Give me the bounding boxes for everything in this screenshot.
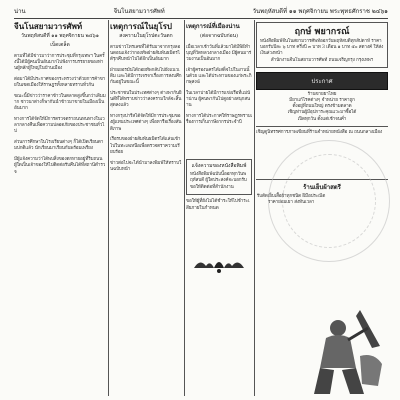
column-divider [184, 20, 185, 396]
issue-date: วันพฤหัสบดีที่ ๑๑ พฤศจิกายน พระพุทธศักราช ๒๔๖๑ [252, 8, 388, 15]
eagle-ornament-icon [188, 256, 250, 276]
column-title: จีนโนสยามวารศัพท์ [14, 21, 83, 31]
watermark-ring-icon [282, 154, 376, 248]
article-paragraph: ต่อมาได้มีประกาศของกระทรวงว่าด้วยการค้าขายในเขตเมืองให้ราษฎรทั้งหลายทราบทั่วกัน [14, 76, 106, 88]
article-paragraph: ประชาชนในประเทศต่างๆ ต่างพากันยินดีที่ได้ทราบข่าวว่าสงครามใกล้จะสิ้นสุดลงแล้ว [110, 91, 182, 109]
article-paragraph: ขณะนี้มีข่าวว่าราคาข้าวในตลาดสูงขึ้นกว่าเดิมมาก ชาวนาต่างก็พากันนำข้าวมาขายในเมืองเป็นอันมาก [14, 93, 106, 112]
ad-line: มียาแก้โรคต่างๆ จำหน่าย ราคาถูก [289, 98, 355, 104]
column-subtitle: สงครามในยุโรปตะวันตก [119, 33, 173, 39]
column-1 [14, 20, 106, 396]
ad-line: เปิดทุกวัน ตั้งแต่เช้าจนค่ำ [297, 116, 347, 122]
article-paragraph: ขอให้ผู้ที่ยังไม่ได้ชำระให้ไปชำระเสียภายในกำหนด [186, 199, 250, 211]
column-divider [254, 20, 255, 396]
ornament-spacer [186, 131, 252, 157]
article-paragraph: ทางการได้จัดให้มีการตรวจตราถนนหนทางในเวลากลางคืนเพื่อความปลอดภัยของประชาชนทั่วไป [14, 117, 105, 135]
ad-line: ตั้งอยู่ที่ถนนใหญ่ ตรงข้ามตลาด [292, 104, 352, 110]
column-title: เหตุการณ์ที่เมืองน่าน [186, 23, 240, 30]
column-subtitle: วันพฤหัสบดีที่ ๑๑ พฤศจิกายน ๒๔๖๑ [21, 33, 99, 39]
box-text: หนังสือพิมพ์จีนโนสยามวารศัพท์ออกวันพฤหัสบดีทุกสัปดาห์ ราคาบอกรับปีละ ๖ บาท ครึ่งปี ๓ บาท 3 เดือน ๑ บาท ๕๐ สตางค์ ให้ส่งเงินล่วงหน้า [260, 39, 384, 57]
article-paragraph: เมื่อเวลาเช้าวันที่แล้วมาได้มีพิธีทำบุญที่วัดหลวงกลางเมือง มีผู้คนมาร่วมงานเป็นอันมาก [186, 44, 252, 62]
subscription-box [256, 22, 388, 68]
article-paragraph: ส่วนการศึกษาในโรงเรียนต่างๆ ก็ได้เปิดเรียนตามปกติแล้ว นักเรียนมาเรียนกันพร้อมเพรียง [14, 140, 104, 152]
article-paragraph: เรือรบของฝ่ายสัมพันธมิตรได้แล่นเข้าไปในทะเลเหนือเพื่อตรวจตราความเรียบร้อย [110, 137, 181, 155]
box-title: ฤกษ์ พยากรณ์ [294, 27, 350, 37]
page-label: น่าน [14, 8, 26, 15]
exhibition-notice: เชิญดูนิทรรศการภาพเขียนที่ร้านจำหน่ายหนังสือ ณ ถนนกลางเมือง [256, 129, 383, 135]
section-heading: เบ็ดเตล็ด [50, 42, 70, 48]
column-title: เหตุการณ์ในยุโรป [110, 21, 172, 31]
article-paragraph: ในเวลาบ่ายได้มีการแข่งเรือที่แม่น้ำน่าน ผู้คนพากันไปดูอย่างสนุกสนาน [186, 91, 251, 109]
column-2 [110, 20, 182, 396]
column-3 [186, 20, 252, 396]
article-paragraph: ตามข่าวโทรเลขที่ได้รับมาจากกรุงลอนดอนแจ้งว่ากองทัพฝ่ายสัมพันธมิตรได้รุกคืบหน้าไปได้อีกเป็นอันมาก [110, 44, 181, 62]
paper-name: จีนโนสยามวารศัพท์ [113, 8, 165, 15]
article-paragraph: เจ้าผู้ครองนครได้เสด็จไปในงานนั้นด้วย และได้ประทานของแก่พระภิกษุสงฆ์ [186, 67, 252, 86]
ad-text: รับตัดเย็บเสื้อผ้าทุกชนิด ฝีมือประณีต ราคาย่อมเยา ส่งทันเวลา [256, 194, 326, 206]
notice-title: แจ้งความของหนังสือพิมพ์ [191, 163, 247, 170]
warrior-illustration-icon [300, 306, 386, 396]
article-paragraph: ฝ่ายเยอรมันได้ถอยทัพกลับไปยังแนวเดิม และได้มีการเจรจาเรื่องการสงบศึกกันอยู่ในขณะนี้ [110, 67, 182, 86]
column-divider [108, 20, 109, 396]
ad-line: เชิญท่านผู้มีอุปการะคุณแวะมาซื้อได้ [287, 110, 357, 116]
article-paragraph: ทางกรุงปารีสได้จัดให้มีการประชุมของผู้แทนประเทศต่างๆ เพื่อหารือเรื่องสันติภาพ [110, 114, 182, 132]
notice-text: หนังสือพิมพ์ฉบับนี้ออกทุกวันพฤหัสบดี ผู้ใดประสงค์จะบอกรับขอให้ติดต่อที่สำนักงาน [190, 172, 247, 190]
column-subtitle: (ต่อจากฉบับก่อน) [199, 33, 239, 39]
announcement-banner: ประกาศ [256, 72, 388, 90]
article-paragraph: ข่าวต่อไปจะได้นำมาลงพิมพ์ให้ทราบในฉบับหน้า [110, 160, 182, 172]
section-divider [256, 126, 388, 127]
box-footer: สำนักงานจีนโนสยามวารศัพท์ ถนนเจริญกรุง กรุงเทพฯ [270, 57, 374, 63]
ad-line: ร้านขายยาไทย [307, 91, 337, 97]
notice-box [186, 159, 252, 195]
article-paragraph: ทางการได้ประกาศให้ราษฎรทราบเรื่องการเก็บภาษีอากรประจำปี [186, 114, 252, 126]
article-paragraph: ตามที่ได้มีข่าวมาว่าการประชุมที่กรุงเทพฯ ในครั้งนี้ได้มีผู้คนเป็นอันมากไปฟังการบรรยายของท่านผู้หลักผู้ใหญ่ในบ้านเมือง [14, 53, 105, 71]
article-paragraph: มีผู้แจ้งความว่าได้พบสิ่งของตกหายอยู่ที่ริมถนน ผู้ใดเป็นเจ้าของให้ไปติดต่อรับคืนได้ที่สถานีตำรวจ [14, 157, 106, 175]
masthead-bar [14, 4, 388, 19]
ad-title: ร้านเย็บผ้าสตรี [303, 184, 341, 192]
